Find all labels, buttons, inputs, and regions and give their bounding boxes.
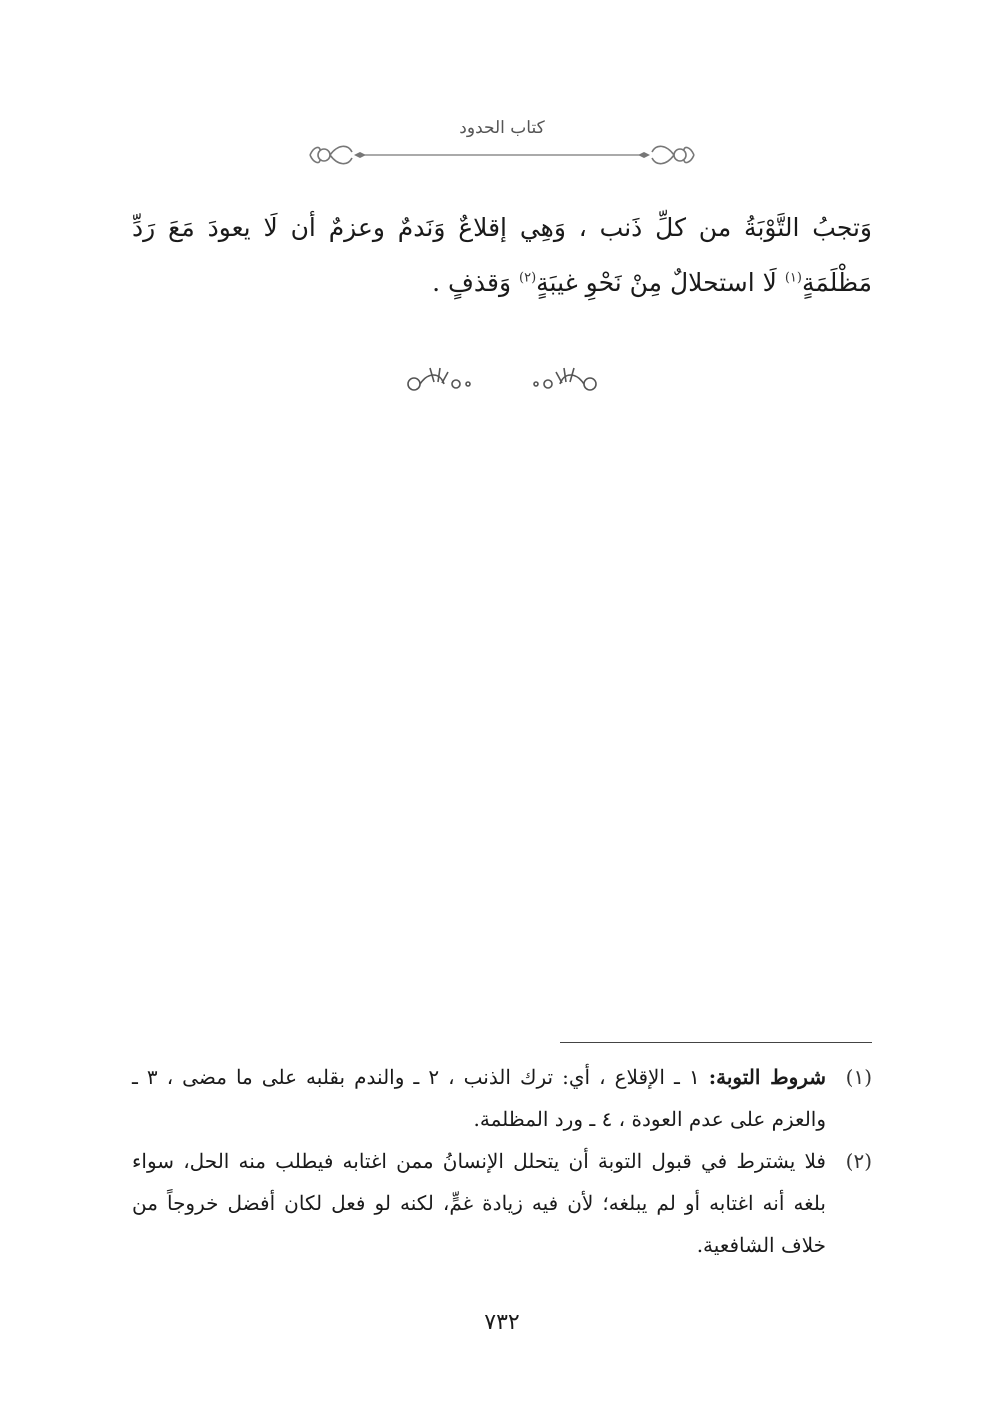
footnote-text: فلا يشترط في قبول التوبة أن يتحلل الإنسانُ ممن اغتابه فيطلب منه الحل، سواء بلغه أنه اغتابه أو لم يبلغه؛ لأن فيه زيادة غمٍّ، لكنه لو فعل لكان أفضل خروجاً من خلاف الشافعية. bbox=[132, 1149, 826, 1257]
page-header bbox=[0, 112, 1004, 172]
main-text-part1: وَتجبُ التَّوْبَةُ من كلِّ ذَنب ، وَهِي إقلاعٌ وَنَدمٌ وعزمٌ أن لَا يعودَ مَعَ رَدِّ مَظْلَمَةٍ bbox=[132, 213, 872, 297]
header-ornament bbox=[300, 140, 704, 170]
page-number: ٧٣٢ bbox=[484, 1310, 520, 1335]
footnote-ref-2[interactable]: (٢) bbox=[519, 270, 537, 286]
footnotes bbox=[132, 1056, 872, 1266]
main-text-part2: لَا استحلالٌ مِنْ نَحْوِ غيبَةٍ bbox=[536, 268, 785, 297]
footnote-body bbox=[132, 1140, 826, 1266]
section-end-ornament bbox=[400, 362, 604, 402]
footnote-ref-1[interactable]: (١) bbox=[784, 270, 802, 286]
running-title: كتاب الحدود bbox=[459, 118, 545, 138]
main-paragraph bbox=[132, 200, 872, 310]
footnote-1 bbox=[132, 1056, 872, 1140]
footnote-separator bbox=[560, 1042, 872, 1043]
footnote-number: (١) bbox=[845, 1065, 872, 1089]
main-text-part3: وَقذفٍ . bbox=[432, 268, 520, 297]
footnote-body bbox=[132, 1056, 826, 1140]
footnote-2 bbox=[132, 1140, 872, 1266]
footnote-heading: شروط التوبة: bbox=[708, 1065, 827, 1089]
main-text bbox=[132, 200, 872, 310]
footnote-number: (٢) bbox=[845, 1149, 872, 1173]
footnote-text: ١ ـ الإقلاع ، أي: ترك الذنب ، ٢ ـ والندم بقلبه على ما مضى ، ٣ ـ والعزم على عدم العودة ، ٤ ـ ورد المظلمة. bbox=[132, 1065, 826, 1131]
